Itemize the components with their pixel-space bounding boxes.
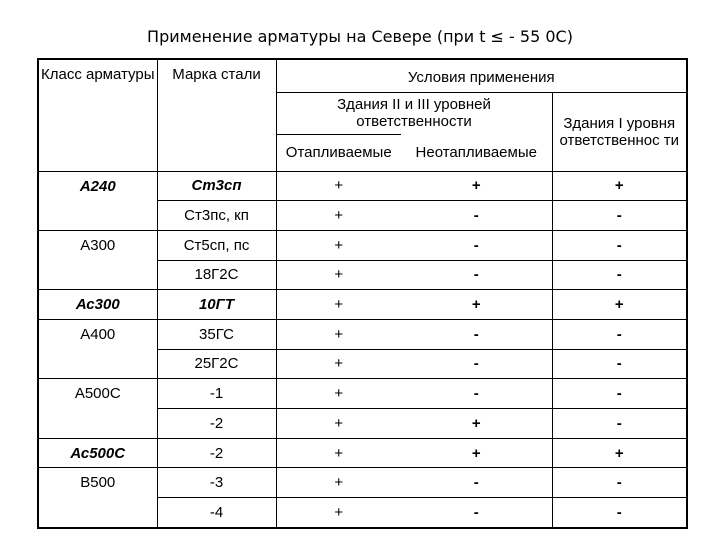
row-unheated: + (401, 409, 552, 439)
row-steel: 10ГТ (157, 290, 276, 320)
row-unheated: - (401, 379, 552, 409)
table-row (38, 438, 687, 468)
row-heated: + (276, 201, 401, 231)
header-buildings-2-3: Здания II и III уровней ответственности (276, 92, 552, 134)
reinforcement-table (37, 58, 688, 529)
table-row (38, 171, 687, 201)
row-unheated: - (401, 230, 552, 260)
row-unheated: + (401, 438, 552, 468)
row-class: А400 (80, 325, 116, 343)
row-steel: Ст3пс, кп (157, 201, 276, 231)
row-heated: + (276, 438, 401, 468)
row-unheated: - (401, 201, 552, 231)
row-unheated: - (401, 349, 552, 379)
page-title: Применение арматуры на Севере (при t ≤ - 55 0С) (147, 27, 573, 46)
header-unheated: Неотапливаемые (415, 143, 537, 161)
row-b1: - (552, 201, 687, 231)
row-class: А300 (38, 230, 157, 289)
row-steel: -3 (157, 468, 276, 498)
row-heated: + (276, 319, 401, 349)
row-b1: + (552, 171, 687, 201)
row-b1: + (552, 438, 687, 468)
row-unheated: - (401, 468, 552, 498)
table-row (38, 468, 687, 498)
row-heated: + (276, 260, 401, 290)
row-steel: 25Г2С (157, 349, 276, 379)
row-unheated: + (401, 171, 552, 201)
row-class: А240 (38, 171, 157, 230)
header-heated: Отапливаемые (276, 134, 401, 171)
row-b1: - (552, 319, 687, 349)
row-unheated: - (473, 503, 479, 521)
row-b1: + (552, 290, 687, 320)
row-b1: - (552, 260, 687, 290)
row-b1: - (552, 379, 687, 409)
row-b1: - (552, 349, 687, 379)
table-row (38, 290, 687, 320)
row-unheated: - (401, 319, 552, 349)
table-row (38, 319, 687, 349)
row-steel: -1 (157, 379, 276, 409)
row-unheated: - (401, 260, 552, 290)
row-heated: + (276, 379, 401, 409)
row-steel: 35ГС (157, 319, 276, 349)
header-class: Класс арматуры (40, 66, 155, 83)
row-class: А500С (38, 379, 157, 438)
row-heated: + (276, 409, 401, 439)
row-class: В500 (80, 474, 116, 492)
row-steel: Ст5сп, пс (157, 230, 276, 260)
row-b1: - (552, 409, 687, 439)
row-heated: + (276, 171, 401, 201)
header-buildings-1: Здания I уровня ответственнос ти (552, 92, 687, 171)
row-class: Ас300 (38, 290, 157, 320)
row-unheated: + (401, 290, 552, 320)
row-b1: - (552, 230, 687, 260)
row-steel: -2 (157, 438, 276, 468)
row-heated: + (276, 349, 401, 379)
row-b1: - (552, 468, 687, 498)
row-heated: + (276, 290, 401, 320)
header-conditions: Условия применения (276, 59, 687, 92)
row-heated: + (276, 230, 401, 260)
row-heated: + (276, 498, 401, 528)
row-steel: -2 (157, 409, 276, 439)
row-steel: Ст3сп (157, 171, 276, 201)
table-row (38, 230, 687, 260)
header-steel: Марка стали (157, 59, 276, 171)
row-steel: -4 (157, 498, 276, 528)
row-b1: - (552, 498, 687, 528)
table-row (38, 379, 687, 409)
row-steel: 18Г2С (157, 260, 276, 290)
row-heated: + (276, 468, 401, 498)
row-class: Ас500С (38, 438, 157, 468)
